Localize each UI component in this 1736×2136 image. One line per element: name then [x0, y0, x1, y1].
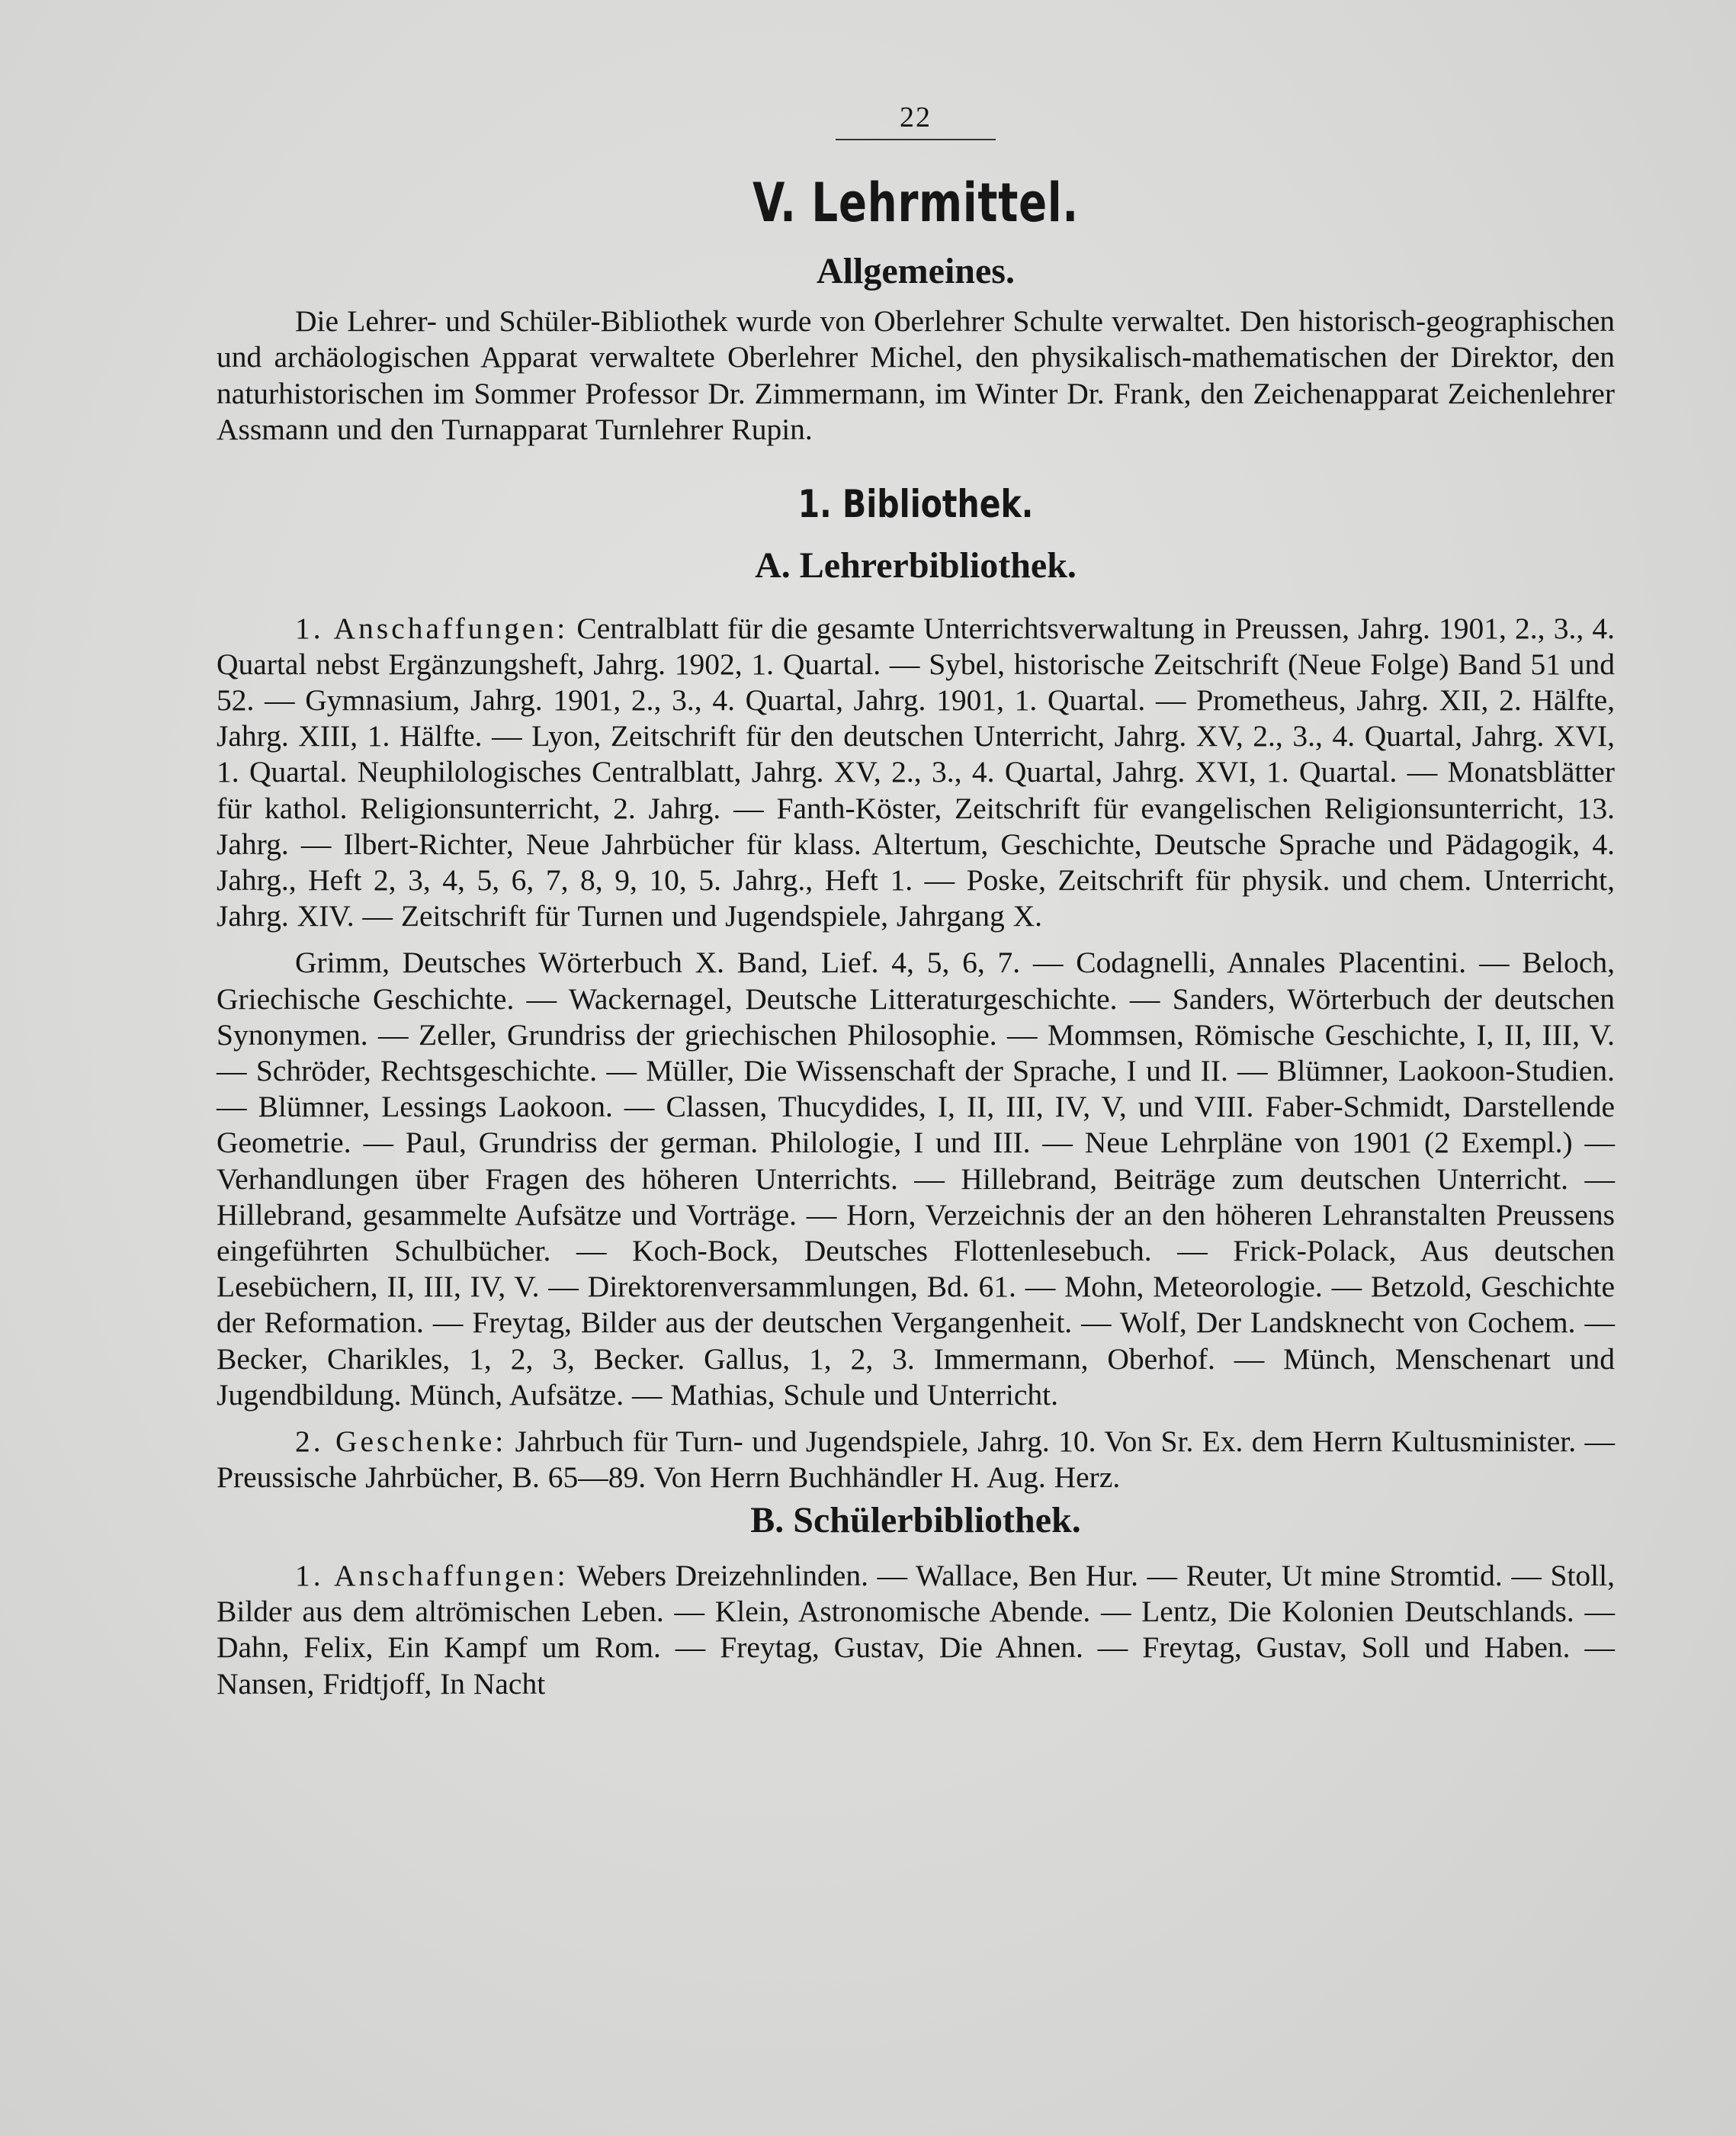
page-number: 22	[900, 101, 932, 133]
page-content	[217, 101, 1615, 1702]
lehrer-geschenke-paragraph	[217, 1424, 1615, 1495]
chapter-title: V. Lehrmittel.	[752, 171, 1079, 234]
page-number-rule	[836, 139, 996, 140]
lehrer-weitere-paragraph: Grimm, Deutsches Wörterbuch X. Band, Lief. 4, 5, 6, 7. — Codagnelli, Annales Placentini. — Beloch, Griechische Geschichte. — Wackernagel, Deutsche Litteraturgeschichte. — Sanders, Wörterbuch der deutschen Synonymen. — Zeller, Grundriss der griechischen Philosophie. — Mommsen, Römische Geschichte, I, II, III, V. — Schröder, Rechtsgeschichte. — Müller, Die Wissenschaft der Sprache, I und II. — Blümner, Laokoon-Studien. — Blümner, Lessings Laokoon. — Classen, Thucydides, I, II, III, IV, V, und VIII. Faber-Schmidt, Darstellende Geometrie. — Paul, Grundriss der german. Philologie, I und III. — Neue Lehrpläne von 1901 (2 Exempl.) — Verhandlungen über Fragen des höheren Unterrichts. — Hillebrand, Beiträge zum deutschen Unterricht. — Hillebrand, gesammelte Aufsätze und Vorträge. — Horn, Verzeichnis der an den höheren Lehranstalten Preussens eingeführten Schulbücher. — Koch-Bock, Deutsches Flottenlesebuch. — Frick-Polack, Aus deutschen Lesebüchern, II, III, IV, V. — Direktorenversammlungen, Bd. 61. — Mohn, Meteorologie. — Betzold, Geschichte der Reformation. — Freytag, Bilder aus der deutschen Vergangenheit. — Wolf, Der Landsknecht von Cochem. — Becker, Charikles, 1, 2, 3, Becker. Gallus, 1, 2, 3. Immermann, Oberhof. — Münch, Menschenart und Jugendbildung. Münch, Aufsätze. — Mathias, Schule und Unterricht.	[217, 946, 1615, 1412]
lehrer-geschenke-text: Jahrbuch für Turn- und Jugendspiele, Jahrg. 10. Von Sr. Ex. dem Herrn Kultusminister. — Preussische Jahrbücher, B. 65—89. Von Herrn Buchhändler H. Aug. Herz.	[217, 1425, 1616, 1495]
allgemeines-paragraph: Die Lehrer- und Schüler-Bibliothek wurde von Oberlehrer Schulte verwaltet. Den historisch-geographischen und archäologischen Apparat verwaltete Oberlehrer Michel, den physikalisch-mathematischen der Direktor, den naturhistorischen im Sommer Professor Dr. Zimmermann, im Winter Dr. Frank, den Zeichenapparat Zeichenlehrer Assmann und den Turnapparat Turnlehrer Rupin.	[217, 304, 1615, 446]
lehrer-anschaffungen-label: 1. Anschaffungen:	[295, 611, 569, 645]
lehrer-anschaffungen-text: Centralblatt für die gesamte Unterrichtsverwaltung in Preussen, Jahrg. 1901, 2., 3., 4. Quartal nebst Ergänzungsheft, Jahrg. 1902, 1. Quartal. — Sybel, historische Zeitschrift (Neue Folge) Band 51 und 52. — Gymnasium, Jahrg. 1901, 2., 3., 4. Quartal, Jahrg. 1901, 1. Quartal. — Prometheus, Jahrg. XII, 2. Hälfte, Jahrg. XIII, 1. Hälfte. — Lyon, Zeitschrift für den deutschen Unterricht, Jahrg. XV, 2., 3., 4. Quartal, Jahrg. XVI, 1. Quartal. Neuphilologisches Centralblatt, Jahrg. XV, 2., 3., 4. Quartal, Jahrg. XVI, 1. Quartal. — Monatsblätter für kathol. Religionsunterricht, 2. Jahrg. — Fanth-Köster, Zeitschrift für evangelischen Religionsunterricht, 13. Jahrg. — Ilbert-Richter, Neue Jahrbücher für klass. Altertum, Geschichte, Deutsche Sprache und Pädagogik, 4. Jahrg., Heft 2, 3, 4, 5, 6, 7, 8, 9, 10, 5. Jahrg., Heft 1. — Poske, Zeitschrift für physik. und chem. Unterricht, Jahrg. XIV. — Zeitschrift für Turnen und Jugendspiele, Jahrgang X.	[217, 611, 1616, 933]
lehrerbibliothek-heading: A. Lehrerbibliothek.	[755, 545, 1077, 586]
schueler-anschaffungen-label: 1. Anschaffungen:	[295, 1559, 569, 1593]
allgemeines-heading: Allgemeines.	[817, 250, 1015, 291]
lehrer-anschaffungen-paragraph	[217, 611, 1615, 935]
schueler-anschaffungen-text: Webers Dreizehnlinden. — Wallace, Ben Hur. — Reuter, Ut mine Stromtid. — Stoll, Bilder aus dem altrömischen Leben. — Klein, Astronomische Abende. — Lentz, Die Kolonien Deutschlands. — Dahn, Felix, Ein Kampf um Rom. — Freytag, Gustav, Die Ahnen. — Freytag, Gustav, Soll und Haben. — Nansen, Fridtjoff, In Nacht	[217, 1559, 1615, 1701]
lehrer-geschenke-label: 2. Geschenke:	[295, 1425, 507, 1459]
bibliothek-heading: 1. Bibliothek.	[797, 482, 1034, 526]
schueler-anschaffungen-paragraph	[217, 1558, 1615, 1702]
schuelerbibliothek-heading: B. Schülerbibliothek.	[750, 1500, 1081, 1541]
